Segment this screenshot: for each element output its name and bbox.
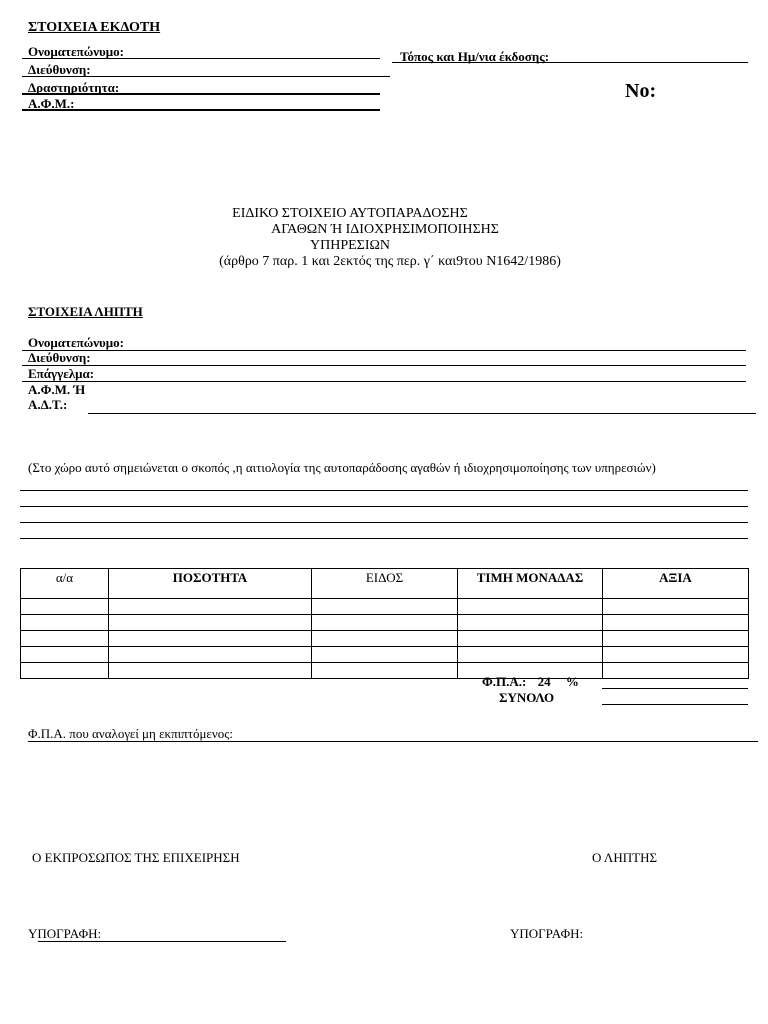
purpose-line-2[interactable] — [20, 506, 748, 507]
table-cell[interactable] — [458, 631, 603, 647]
signature-left-line[interactable] — [38, 941, 286, 942]
issuer-activity-line[interactable] — [22, 93, 380, 95]
document-number-label: No: — [625, 80, 657, 102]
header-item: ΕΙΔΟΣ — [312, 569, 458, 599]
signature-left-label: ΥΠΟΓΡΑΦΗ: — [28, 926, 102, 941]
total-label: ΣΥΝΟΛΟ — [499, 690, 555, 705]
vat-amount-line[interactable] — [602, 688, 748, 689]
table-cell[interactable] — [21, 663, 109, 679]
recipient-profession-label: Επάγγελμα: — [28, 366, 95, 381]
vat-row — [482, 674, 579, 690]
table-row — [21, 663, 749, 679]
recipient-adt-label: Α.Δ.Τ.: — [28, 397, 68, 412]
table-row — [21, 615, 749, 631]
issuer-heading: ΣΤΟΙΧΕΙΑ ΕΚΔΟΤΗ — [28, 20, 161, 35]
table-cell[interactable] — [312, 599, 458, 615]
header-aa: α/α — [21, 569, 109, 599]
table-cell[interactable] — [312, 631, 458, 647]
table-cell[interactable] — [603, 647, 749, 663]
issuer-afm-label: Α.Φ.Μ.: — [28, 96, 75, 111]
recipient-profession-line[interactable] — [22, 381, 746, 382]
table-cell[interactable] — [109, 631, 312, 647]
recipient-address-line[interactable] — [22, 365, 746, 366]
table-cell[interactable] — [458, 599, 603, 615]
table-cell[interactable] — [458, 615, 603, 631]
table-header-row — [21, 569, 749, 599]
table-row — [21, 647, 749, 663]
header-value: ΑΞΙΑ — [603, 569, 749, 599]
issuer-address-line[interactable] — [22, 76, 390, 77]
title-line-3: ΥΠΗΡΕΣΙΩΝ — [310, 238, 390, 253]
table-cell[interactable] — [109, 663, 312, 679]
table-cell[interactable] — [312, 663, 458, 679]
recipient-signature-title: Ο ΛΗΠΤΗΣ — [592, 850, 658, 865]
title-line-2: ΑΓΑΘΩΝ Ή ΙΔΙΟΧΡΗΣΙΜΟΠΟΙΗΣΗΣ — [271, 222, 499, 237]
header-unit-price: ΤΙΜΗ ΜΟΝΑΔΑΣ — [458, 569, 603, 599]
issuer-name-label: Ονοματεπώνυμο: — [28, 44, 124, 59]
table-cell[interactable] — [21, 615, 109, 631]
table-cell[interactable] — [603, 663, 749, 679]
issuer-name-line[interactable] — [22, 58, 380, 59]
table-cell[interactable] — [312, 647, 458, 663]
items-table — [20, 568, 749, 679]
place-date-label: Τόπος και Ημ/νια έκδοσης: — [400, 49, 550, 64]
title-line-1: ΕΙΔΙΚΟ ΣΤΟΙΧΕΙΟ ΑΥΤΟΠΑΡΑΔΟΣΗΣ — [232, 206, 468, 221]
issuer-activity-label: Δραστηριότητα: — [28, 80, 120, 95]
issuer-address-label: Διεύθυνση: — [28, 62, 91, 77]
table-cell[interactable] — [109, 615, 312, 631]
table-row — [21, 599, 749, 615]
non-deductible-vat-line[interactable] — [28, 741, 758, 742]
table-cell[interactable] — [21, 647, 109, 663]
table-cell[interactable] — [109, 647, 312, 663]
table-cell[interactable] — [603, 599, 749, 615]
table-cell[interactable] — [603, 615, 749, 631]
table-cell[interactable] — [21, 631, 109, 647]
purpose-note: (Στο χώρο αυτό σημειώνεται ο σκοπός ,η αιτιολογία της αυτοπαράδοσης αγαθών ή ιδιοχρησιμοποίησης των υπηρεσιών) — [28, 460, 656, 475]
header-quantity: ΠΟΣΟΤΗΤΑ — [109, 569, 312, 599]
vat-rate: 24 — [537, 674, 551, 689]
table-row — [21, 631, 749, 647]
total-amount-line[interactable] — [602, 704, 748, 705]
issuer-afm-line[interactable] — [22, 109, 380, 111]
purpose-line-3[interactable] — [20, 522, 748, 523]
table-cell[interactable] — [109, 599, 312, 615]
title-line-4: (άρθρο 7 παρ. 1 και 2εκτός της περ. γ΄ και9του Ν1642/1986) — [219, 254, 561, 269]
vat-label: Φ.Π.Α.: — [482, 674, 527, 689]
recipient-afm-adt-line[interactable] — [88, 413, 756, 414]
representative-label: Ο ΕΚΠΡΟΣΩΠΟΣ ΤΗΣ ΕΠΙΧΕΙΡΗΣΗ — [32, 850, 240, 865]
place-date-line[interactable] — [392, 62, 748, 63]
purpose-line-4[interactable] — [20, 538, 748, 539]
recipient-heading: ΣΤΟΙΧΕΙΑ ΛΗΠΤΗ — [28, 304, 143, 319]
recipient-afm-label: Α.Φ.Μ. Ή — [28, 382, 86, 397]
document-title — [150, 206, 630, 270]
non-deductible-vat-label: Φ.Π.Α. που αναλογεί μη εκπιπτόμενος: — [28, 726, 234, 741]
table-cell[interactable] — [312, 615, 458, 631]
recipient-name-label: Ονοματεπώνυμο: — [28, 335, 124, 350]
signature-right-label: ΥΠΟΓΡΑΦΗ: — [510, 926, 584, 941]
purpose-line-1[interactable] — [20, 490, 748, 491]
recipient-address-label: Διεύθυνση: — [28, 350, 91, 365]
vat-percent: % — [565, 674, 579, 689]
table-cell[interactable] — [21, 599, 109, 615]
recipient-name-line[interactable] — [22, 350, 746, 351]
table-cell[interactable] — [458, 647, 603, 663]
table-cell[interactable] — [603, 631, 749, 647]
